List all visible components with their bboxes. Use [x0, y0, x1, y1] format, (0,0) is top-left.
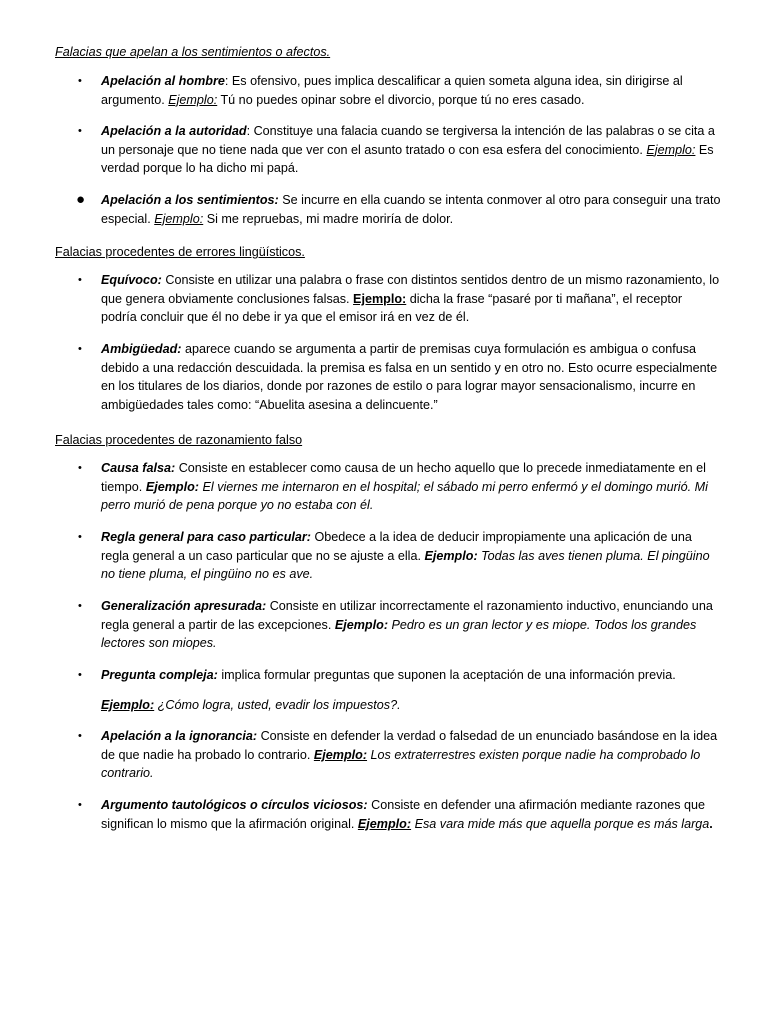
list-item [78, 340, 721, 414]
example-label: Ejemplo: [357, 816, 412, 831]
item-description: Constituye una falacia cuando se tergiversa la intención de las palabras o se cita a un personaje que no tiene nada que ver con el asunto tratado o con esa esfera del conocimiento. [101, 124, 715, 157]
item-term: Regla general para caso particular: [101, 530, 311, 544]
bullet-icon: • [78, 531, 82, 543]
bullet-icon: • [78, 125, 82, 137]
standalone-example [101, 696, 721, 715]
list-item [78, 271, 721, 327]
example-text: dicha la frase “pasaré por ti mañana”, el receptor podría concluir que él no debe ir ya que el emisor irá en vez de él. [101, 291, 683, 325]
item-description: Consiste en defender una afirmación mediante razones que significan lo mismo que la afirmación original. [101, 798, 706, 831]
example-text: Esa vara mide más que aquella porque es más larga [411, 816, 710, 831]
item-term: Apelación a la autoridad [101, 124, 247, 138]
item-term: Generalización apresurada: [101, 599, 267, 613]
list-item [78, 796, 721, 833]
example-label: Ejemplo: [154, 211, 204, 226]
item-term: Equívoco: [101, 273, 162, 287]
item-description: implica formular preguntas que suponen la aceptación de una información previa. [221, 668, 676, 682]
example-label: Ejemplo: [145, 479, 199, 494]
example-text: Si me repruebas, mi madre moriría de dolor. [203, 211, 454, 226]
section-heading-razonamiento: Falacias procedentes de razonamiento falso [55, 433, 303, 447]
example-text: El viernes me internaron en el hospital; el sábado mi perro enfermó y el domingo murió. Mi perro murió de pena porque yo no estaba con él. [101, 479, 708, 513]
item-separator: : [246, 124, 254, 138]
item-term: Ambigüedad: [101, 342, 182, 356]
bullet-icon: • [78, 600, 82, 612]
item-description: Consiste en utilizar incorrectamente el razonamiento inductivo, enunciando una regla general a partir de las excepciones. [101, 599, 713, 632]
item-description: Consiste en defender la verdad o falsedad de un enunciado basándose en la idea de que nadie ha probado lo contrario. [101, 729, 718, 762]
bullet-icon: • [78, 730, 82, 742]
item-end: . [709, 816, 713, 831]
list-item [78, 528, 721, 584]
item-term: Causa falsa: [101, 461, 176, 475]
list-item [78, 597, 721, 653]
list-item [78, 666, 721, 685]
bullet-icon: ● [76, 191, 86, 208]
item-term: Apelación a los sentimientos: [101, 193, 279, 207]
bullet-icon: • [78, 462, 82, 474]
bullet-icon: • [78, 75, 82, 87]
example-label: Ejemplo: [101, 698, 155, 712]
example-label: Ejemplo: [353, 291, 407, 306]
item-term: Apelación a la ignorancia: [101, 729, 258, 743]
item-term: Apelación al hombre [101, 74, 225, 88]
item-description: aparece cuando se argumenta a partir de premisas cuya formulación es ambigua o confusa debido a una redacción descuidada. la premisa es falsa en un sentido y en otro no. Esto ocurre especialmente en los titulares de los diarios, donde por razones de estilo o para lograr mayor sensacionalismo, incurre en ambigüedades tales como: “Abuelita asesina a delincuente.” [101, 342, 718, 412]
example-label: Ejemplo: [334, 617, 389, 632]
example-text: ¿Cómo logra, usted, evadir los impuestos?. [154, 698, 401, 712]
item-description: Consiste en utilizar una palabra o frase con distintos sentidos dentro de un mismo razonamiento, lo que genera obviamente conclusiones falsas. [101, 273, 720, 306]
example-label: Ejemplo: [424, 548, 478, 563]
item-term: Pregunta compleja: [101, 668, 218, 682]
item-description: Es ofensivo, pues implica descalificar a quien someta alguna idea, sin dirigirse al argumento. [101, 74, 683, 107]
example-text: Pedro es un gran lector y es miope. Todos los grandes lectores son miopes. [101, 617, 697, 651]
example-text: Es verdad porque lo ha dicho mi papá. [101, 142, 714, 176]
list-item [78, 459, 721, 515]
item-description: Consiste en establecer como causa de un hecho aquello que lo precede inmediatamente en el tiempo. [101, 461, 706, 494]
example-text: Todas las aves tienen pluma. El pingüino no tiene pluma, el pingüino no es ave. [101, 548, 710, 582]
bullet-icon: • [78, 669, 82, 681]
item-description: Se incurre en ella cuando se intenta conmover al otro para conseguir una trato especial. [101, 193, 721, 226]
list-item [78, 727, 721, 783]
bullet-icon: • [78, 274, 82, 286]
item-term: Argumento tautológicos o círculos viciosos: [101, 798, 368, 812]
section-heading-sentimientos: Falacias que apelan a los sentimientos o afectos. [55, 45, 331, 59]
bullet-icon: • [78, 799, 82, 811]
item-description: Obedece a la idea de deducir impropiamente una aplicación de una regla general a un caso particular que no se ajuste a ella. [101, 530, 692, 563]
list-item [78, 72, 721, 109]
list-item [78, 122, 721, 178]
example-text: Los extraterrestres existen porque nadie ha comprobado lo contrario. [101, 747, 701, 781]
example-label: Ejemplo: [168, 92, 218, 107]
example-label: Ejemplo: [646, 142, 696, 157]
section-heading-linguisticos: Falacias procedentes de errores lingüísticos. [55, 245, 305, 259]
list-item [76, 191, 721, 228]
item-separator: : [224, 74, 232, 88]
example-text: Tú no puedes opinar sobre el divorcio, porque tú no eres casado. [217, 92, 585, 107]
example-label: Ejemplo: [313, 747, 368, 762]
bullet-icon: • [78, 343, 82, 355]
